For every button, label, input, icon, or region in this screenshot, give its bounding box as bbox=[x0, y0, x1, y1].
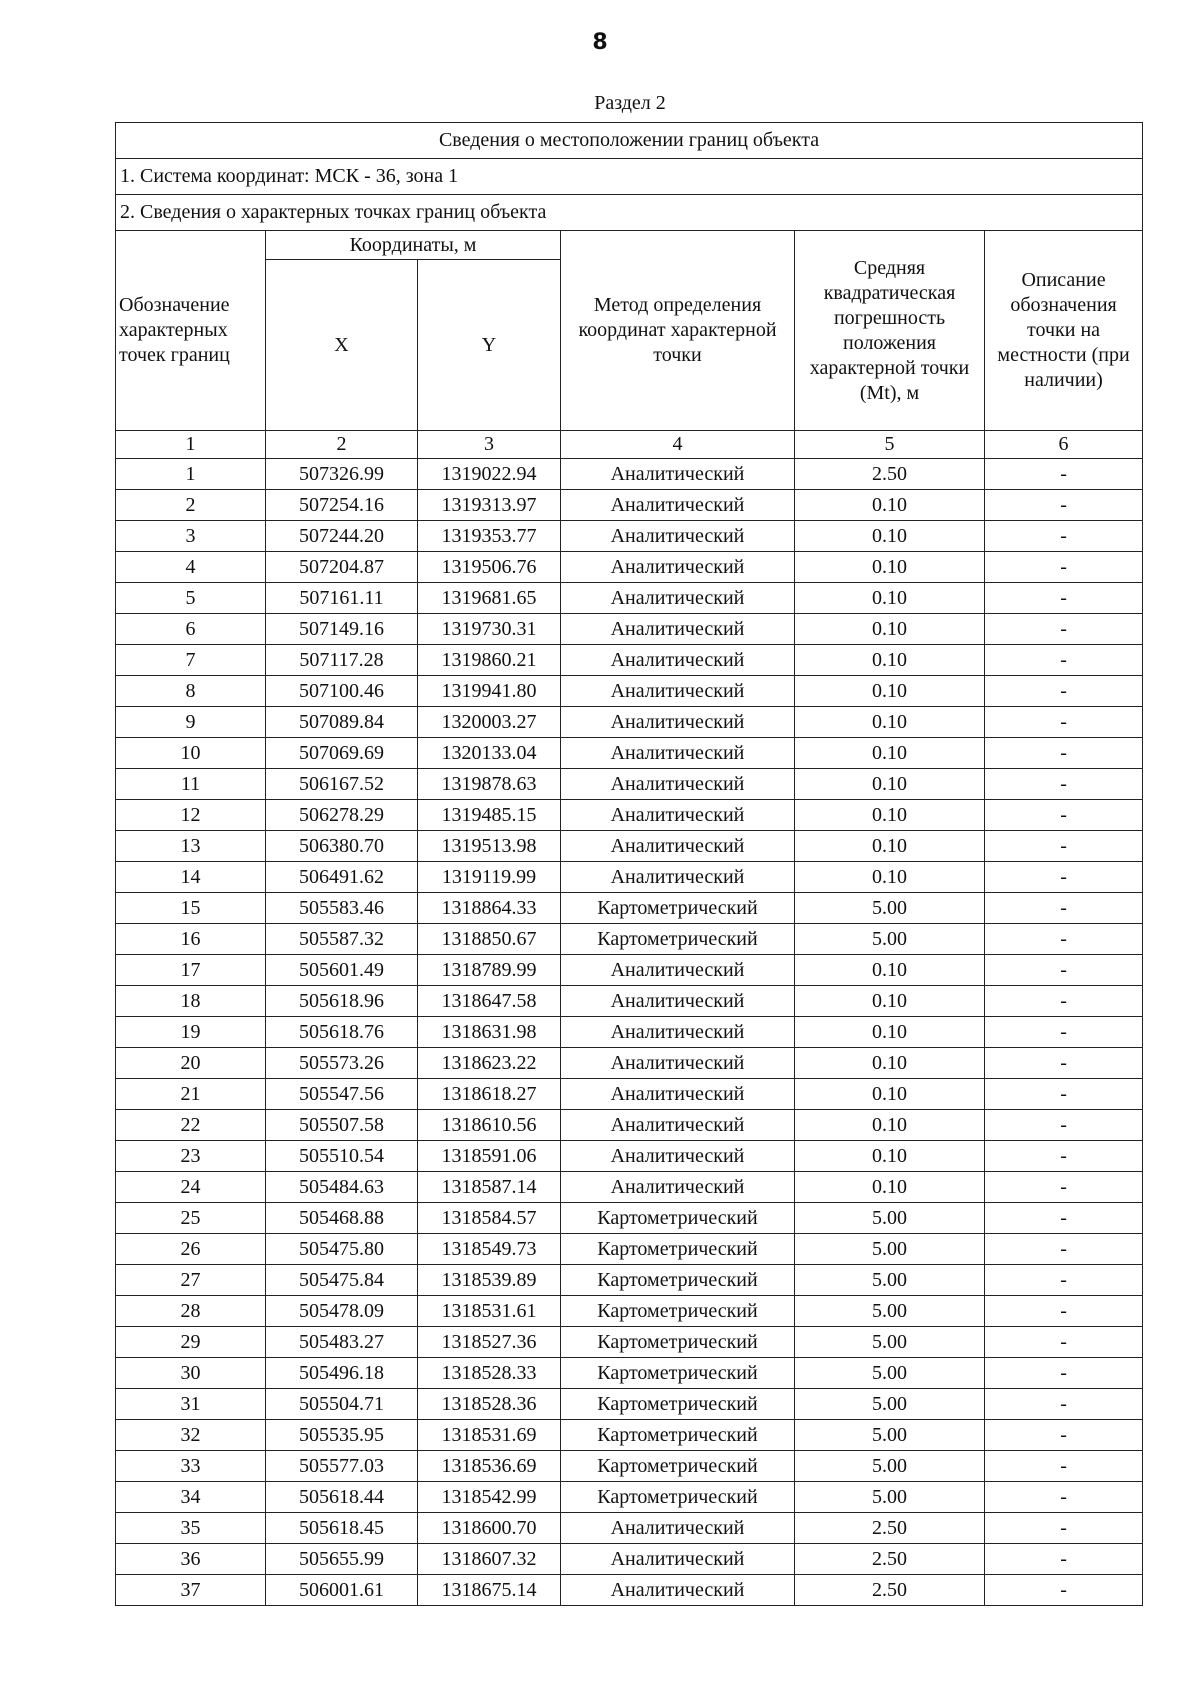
error-cell: 0.10 bbox=[795, 1110, 985, 1141]
point-id-cell: 34 bbox=[116, 1482, 266, 1513]
description-cell: - bbox=[985, 1172, 1143, 1203]
coord-x-cell: 507100.46 bbox=[266, 676, 418, 707]
coord-y-cell: 1318527.36 bbox=[418, 1327, 561, 1358]
table-row bbox=[116, 583, 1143, 614]
coord-y-cell: 1318591.06 bbox=[418, 1141, 561, 1172]
error-cell: 5.00 bbox=[795, 1358, 985, 1389]
coord-x-cell: 505484.63 bbox=[266, 1172, 418, 1203]
method-cell: Аналитический bbox=[561, 552, 795, 583]
column-number: 6 bbox=[985, 431, 1143, 459]
table-row bbox=[116, 645, 1143, 676]
method-cell: Аналитический bbox=[561, 459, 795, 490]
method-cell: Аналитический bbox=[561, 1110, 795, 1141]
point-id-cell: 1 bbox=[116, 459, 266, 490]
table-row bbox=[116, 1017, 1143, 1048]
coord-y-cell: 1318587.14 bbox=[418, 1172, 561, 1203]
description-cell: - bbox=[985, 1265, 1143, 1296]
table-row bbox=[116, 893, 1143, 924]
error-cell: 0.10 bbox=[795, 1017, 985, 1048]
point-id-cell: 16 bbox=[116, 924, 266, 955]
coord-y-cell: 1318536.69 bbox=[418, 1451, 561, 1482]
coord-y-cell: 1318610.56 bbox=[418, 1110, 561, 1141]
point-id-cell: 14 bbox=[116, 862, 266, 893]
method-cell: Картометрический bbox=[561, 1451, 795, 1482]
coord-x-cell: 505587.32 bbox=[266, 924, 418, 955]
table-row bbox=[116, 1327, 1143, 1358]
method-cell: Аналитический bbox=[561, 769, 795, 800]
coord-y-cell: 1319878.63 bbox=[418, 769, 561, 800]
method-cell: Картометрический bbox=[561, 1358, 795, 1389]
method-cell: Аналитический bbox=[561, 955, 795, 986]
error-cell: 5.00 bbox=[795, 1296, 985, 1327]
point-id-cell: 24 bbox=[116, 1172, 266, 1203]
table-row bbox=[116, 1296, 1143, 1327]
description-cell: - bbox=[985, 1141, 1143, 1172]
error-cell: 2.50 bbox=[795, 459, 985, 490]
method-cell: Аналитический bbox=[561, 707, 795, 738]
coord-y-cell: 1318531.69 bbox=[418, 1420, 561, 1451]
point-id-cell: 2 bbox=[116, 490, 266, 521]
description-cell: - bbox=[985, 1358, 1143, 1389]
column-numbers-row bbox=[116, 431, 1143, 459]
coord-x-cell: 505618.76 bbox=[266, 1017, 418, 1048]
error-cell: 0.10 bbox=[795, 552, 985, 583]
coord-x-cell: 505573.26 bbox=[266, 1048, 418, 1079]
coord-x-cell: 506001.61 bbox=[266, 1575, 418, 1606]
error-cell: 0.10 bbox=[795, 521, 985, 552]
method-cell: Картометрический bbox=[561, 893, 795, 924]
coord-y-cell: 1318675.14 bbox=[418, 1575, 561, 1606]
coord-y-cell: 1319119.99 bbox=[418, 862, 561, 893]
description-cell: - bbox=[985, 521, 1143, 552]
coord-y-cell: 1319506.76 bbox=[418, 552, 561, 583]
table-row bbox=[116, 986, 1143, 1017]
coord-x-cell: 507117.28 bbox=[266, 645, 418, 676]
coord-x-cell: 505510.54 bbox=[266, 1141, 418, 1172]
coord-y-cell: 1320133.04 bbox=[418, 738, 561, 769]
coord-y-cell: 1320003.27 bbox=[418, 707, 561, 738]
method-cell: Аналитический bbox=[561, 614, 795, 645]
method-cell: Аналитический bbox=[561, 831, 795, 862]
method-cell: Картометрический bbox=[561, 924, 795, 955]
method-cell: Картометрический bbox=[561, 1296, 795, 1327]
error-cell: 0.10 bbox=[795, 583, 985, 614]
description-cell: - bbox=[985, 1017, 1143, 1048]
description-cell: - bbox=[985, 676, 1143, 707]
description-cell: - bbox=[985, 986, 1143, 1017]
table-subtitle: 2. Сведения о характерных точках границ объекта bbox=[116, 195, 1143, 231]
point-id-cell: 11 bbox=[116, 769, 266, 800]
header-description: Описание обозначения точки на местности (при наличии) bbox=[985, 231, 1143, 431]
error-cell: 5.00 bbox=[795, 1234, 985, 1265]
coord-x-cell: 507149.16 bbox=[266, 614, 418, 645]
description-cell: - bbox=[985, 1203, 1143, 1234]
coord-y-cell: 1319353.77 bbox=[418, 521, 561, 552]
error-cell: 5.00 bbox=[795, 924, 985, 955]
table-row bbox=[116, 1420, 1143, 1451]
point-id-cell: 8 bbox=[116, 676, 266, 707]
table-row bbox=[116, 552, 1143, 583]
description-cell: - bbox=[985, 893, 1143, 924]
table-row bbox=[116, 738, 1143, 769]
error-cell: 0.10 bbox=[795, 707, 985, 738]
coord-x-cell: 505468.88 bbox=[266, 1203, 418, 1234]
column-number: 3 bbox=[418, 431, 561, 459]
description-cell: - bbox=[985, 1575, 1143, 1606]
section-title: Раздел 2 bbox=[594, 92, 666, 114]
coord-x-cell: 505535.95 bbox=[266, 1420, 418, 1451]
error-cell: 0.10 bbox=[795, 831, 985, 862]
point-id-cell: 30 bbox=[116, 1358, 266, 1389]
coord-y-cell: 1319513.98 bbox=[418, 831, 561, 862]
coord-x-cell: 506167.52 bbox=[266, 769, 418, 800]
coord-x-cell: 505507.58 bbox=[266, 1110, 418, 1141]
table-row bbox=[116, 676, 1143, 707]
coord-y-cell: 1318539.89 bbox=[418, 1265, 561, 1296]
coord-y-cell: 1319022.94 bbox=[418, 459, 561, 490]
table-row bbox=[116, 1575, 1143, 1606]
description-cell: - bbox=[985, 831, 1143, 862]
method-cell: Картометрический bbox=[561, 1420, 795, 1451]
point-id-cell: 10 bbox=[116, 738, 266, 769]
coord-y-cell: 1318647.58 bbox=[418, 986, 561, 1017]
coord-x-cell: 505478.09 bbox=[266, 1296, 418, 1327]
table-row bbox=[116, 1265, 1143, 1296]
coord-x-cell: 507244.20 bbox=[266, 521, 418, 552]
error-cell: 0.10 bbox=[795, 490, 985, 521]
coord-y-cell: 1318531.61 bbox=[418, 1296, 561, 1327]
error-cell: 0.10 bbox=[795, 1141, 985, 1172]
description-cell: - bbox=[985, 1234, 1143, 1265]
description-cell: - bbox=[985, 1513, 1143, 1544]
error-cell: 5.00 bbox=[795, 1203, 985, 1234]
point-id-cell: 36 bbox=[116, 1544, 266, 1575]
method-cell: Аналитический bbox=[561, 1048, 795, 1079]
point-id-cell: 21 bbox=[116, 1079, 266, 1110]
coord-x-cell: 506278.29 bbox=[266, 800, 418, 831]
coord-y-cell: 1319313.97 bbox=[418, 490, 561, 521]
point-id-cell: 4 bbox=[116, 552, 266, 583]
table-title: Сведения о местоположении границ объекта bbox=[116, 123, 1143, 159]
description-cell: - bbox=[985, 955, 1143, 986]
table-row bbox=[116, 1358, 1143, 1389]
point-id-cell: 15 bbox=[116, 893, 266, 924]
coord-x-cell: 505547.56 bbox=[266, 1079, 418, 1110]
coord-x-cell: 505496.18 bbox=[266, 1358, 418, 1389]
error-cell: 2.50 bbox=[795, 1575, 985, 1606]
coord-x-cell: 506491.62 bbox=[266, 862, 418, 893]
coord-y-cell: 1319941.80 bbox=[418, 676, 561, 707]
coord-x-cell: 507069.69 bbox=[266, 738, 418, 769]
error-cell: 5.00 bbox=[795, 893, 985, 924]
header-x: X bbox=[266, 260, 418, 431]
error-cell: 5.00 bbox=[795, 1389, 985, 1420]
method-cell: Аналитический bbox=[561, 1575, 795, 1606]
coord-y-cell: 1318607.32 bbox=[418, 1544, 561, 1575]
description-cell: - bbox=[985, 490, 1143, 521]
description-cell: - bbox=[985, 1482, 1143, 1513]
description-cell: - bbox=[985, 1420, 1143, 1451]
table-row bbox=[116, 1141, 1143, 1172]
method-cell: Картометрический bbox=[561, 1203, 795, 1234]
coord-y-cell: 1318618.27 bbox=[418, 1079, 561, 1110]
table-row bbox=[116, 769, 1143, 800]
point-id-cell: 7 bbox=[116, 645, 266, 676]
description-cell: - bbox=[985, 614, 1143, 645]
coord-y-cell: 1318850.67 bbox=[418, 924, 561, 955]
description-cell: - bbox=[985, 1544, 1143, 1575]
header-method: Метод определения координат характерной точки bbox=[561, 231, 795, 431]
point-id-cell: 37 bbox=[116, 1575, 266, 1606]
coord-y-cell: 1319681.65 bbox=[418, 583, 561, 614]
description-cell: - bbox=[985, 1110, 1143, 1141]
coord-y-cell: 1318528.33 bbox=[418, 1358, 561, 1389]
error-cell: 5.00 bbox=[795, 1420, 985, 1451]
description-cell: - bbox=[985, 552, 1143, 583]
description-cell: - bbox=[985, 862, 1143, 893]
coord-x-cell: 505577.03 bbox=[266, 1451, 418, 1482]
column-number: 2 bbox=[266, 431, 418, 459]
error-cell: 0.10 bbox=[795, 1048, 985, 1079]
point-id-cell: 20 bbox=[116, 1048, 266, 1079]
point-id-cell: 22 bbox=[116, 1110, 266, 1141]
coord-y-cell: 1319730.31 bbox=[418, 614, 561, 645]
error-cell: 0.10 bbox=[795, 862, 985, 893]
table-row bbox=[116, 1451, 1143, 1482]
method-cell: Аналитический bbox=[561, 1141, 795, 1172]
error-cell: 2.50 bbox=[795, 1544, 985, 1575]
coord-x-cell: 507254.16 bbox=[266, 490, 418, 521]
method-cell: Аналитический bbox=[561, 1079, 795, 1110]
coord-x-cell: 507089.84 bbox=[266, 707, 418, 738]
error-cell: 5.00 bbox=[795, 1265, 985, 1296]
coord-x-cell: 505618.45 bbox=[266, 1513, 418, 1544]
description-cell: - bbox=[985, 645, 1143, 676]
error-cell: 0.10 bbox=[795, 738, 985, 769]
coord-y-cell: 1318623.22 bbox=[418, 1048, 561, 1079]
method-cell: Аналитический bbox=[561, 986, 795, 1017]
table-row bbox=[116, 800, 1143, 831]
error-cell: 2.50 bbox=[795, 1513, 985, 1544]
table-row bbox=[116, 1513, 1143, 1544]
coord-y-cell: 1319485.15 bbox=[418, 800, 561, 831]
description-cell: - bbox=[985, 1048, 1143, 1079]
coord-x-cell: 507161.11 bbox=[266, 583, 418, 614]
description-cell: - bbox=[985, 1451, 1143, 1482]
coord-y-cell: 1318584.57 bbox=[418, 1203, 561, 1234]
coord-x-cell: 505655.99 bbox=[266, 1544, 418, 1575]
table-row bbox=[116, 1482, 1143, 1513]
error-cell: 0.10 bbox=[795, 614, 985, 645]
table-row bbox=[116, 1234, 1143, 1265]
error-cell: 0.10 bbox=[795, 1079, 985, 1110]
coord-x-cell: 505618.96 bbox=[266, 986, 418, 1017]
point-id-cell: 32 bbox=[116, 1420, 266, 1451]
point-id-cell: 3 bbox=[116, 521, 266, 552]
method-cell: Аналитический bbox=[561, 676, 795, 707]
error-cell: 0.10 bbox=[795, 986, 985, 1017]
method-cell: Аналитический bbox=[561, 490, 795, 521]
method-cell: Картометрический bbox=[561, 1482, 795, 1513]
boundary-points-table bbox=[115, 122, 1143, 1606]
method-cell: Аналитический bbox=[561, 800, 795, 831]
point-id-cell: 9 bbox=[116, 707, 266, 738]
coord-y-cell: 1319860.21 bbox=[418, 645, 561, 676]
table-row bbox=[116, 707, 1143, 738]
method-cell: Аналитический bbox=[561, 1513, 795, 1544]
table-row bbox=[116, 1389, 1143, 1420]
coord-x-cell: 505618.44 bbox=[266, 1482, 418, 1513]
header-y: Y bbox=[418, 260, 561, 431]
table-row bbox=[116, 1544, 1143, 1575]
method-cell: Картометрический bbox=[561, 1389, 795, 1420]
column-number: 1 bbox=[116, 431, 266, 459]
point-id-cell: 6 bbox=[116, 614, 266, 645]
method-cell: Картометрический bbox=[561, 1265, 795, 1296]
coord-x-cell: 507326.99 bbox=[266, 459, 418, 490]
header-coordinates: Координаты, м bbox=[266, 231, 561, 260]
coord-y-cell: 1318528.36 bbox=[418, 1389, 561, 1420]
point-id-cell: 13 bbox=[116, 831, 266, 862]
table-row bbox=[116, 955, 1143, 986]
coord-x-cell: 505601.49 bbox=[266, 955, 418, 986]
method-cell: Картометрический bbox=[561, 1234, 795, 1265]
method-cell: Аналитический bbox=[561, 862, 795, 893]
table-row bbox=[116, 1079, 1143, 1110]
coord-x-cell: 505504.71 bbox=[266, 1389, 418, 1420]
coord-y-cell: 1318789.99 bbox=[418, 955, 561, 986]
column-number: 4 bbox=[561, 431, 795, 459]
coord-x-cell: 506380.70 bbox=[266, 831, 418, 862]
coord-y-cell: 1318631.98 bbox=[418, 1017, 561, 1048]
table-row bbox=[116, 1048, 1143, 1079]
coord-x-cell: 505475.84 bbox=[266, 1265, 418, 1296]
point-id-cell: 12 bbox=[116, 800, 266, 831]
error-cell: 0.10 bbox=[795, 800, 985, 831]
table-row bbox=[116, 1172, 1143, 1203]
error-cell: 5.00 bbox=[795, 1482, 985, 1513]
description-cell: - bbox=[985, 924, 1143, 955]
point-id-cell: 18 bbox=[116, 986, 266, 1017]
coord-y-cell: 1318549.73 bbox=[418, 1234, 561, 1265]
page-number: 8 bbox=[592, 30, 608, 55]
error-cell: 0.10 bbox=[795, 676, 985, 707]
table-row bbox=[116, 459, 1143, 490]
error-cell: 0.10 bbox=[795, 1172, 985, 1203]
point-id-cell: 31 bbox=[116, 1389, 266, 1420]
description-cell: - bbox=[985, 800, 1143, 831]
point-id-cell: 29 bbox=[116, 1327, 266, 1358]
table-row bbox=[116, 490, 1143, 521]
method-cell: Аналитический bbox=[561, 645, 795, 676]
method-cell: Картометрический bbox=[561, 1327, 795, 1358]
error-cell: 0.10 bbox=[795, 769, 985, 800]
description-cell: - bbox=[985, 459, 1143, 490]
point-id-cell: 17 bbox=[116, 955, 266, 986]
table-row bbox=[116, 1203, 1143, 1234]
point-id-cell: 19 bbox=[116, 1017, 266, 1048]
point-id-cell: 28 bbox=[116, 1296, 266, 1327]
error-cell: 0.10 bbox=[795, 955, 985, 986]
method-cell: Аналитический bbox=[561, 1172, 795, 1203]
table-row bbox=[116, 924, 1143, 955]
description-cell: - bbox=[985, 1296, 1143, 1327]
coord-x-cell: 505583.46 bbox=[266, 893, 418, 924]
error-cell: 0.10 bbox=[795, 645, 985, 676]
column-number: 5 bbox=[795, 431, 985, 459]
coordinate-system: 1. Система координат: МСК - 36, зона 1 bbox=[116, 159, 1143, 195]
coord-x-cell: 505483.27 bbox=[266, 1327, 418, 1358]
description-cell: - bbox=[985, 1389, 1143, 1420]
method-cell: Аналитический bbox=[561, 1017, 795, 1048]
coord-y-cell: 1318864.33 bbox=[418, 893, 561, 924]
point-id-cell: 35 bbox=[116, 1513, 266, 1544]
description-cell: - bbox=[985, 583, 1143, 614]
point-id-cell: 23 bbox=[116, 1141, 266, 1172]
description-cell: - bbox=[985, 707, 1143, 738]
point-id-cell: 25 bbox=[116, 1203, 266, 1234]
method-cell: Аналитический bbox=[561, 521, 795, 552]
method-cell: Аналитический bbox=[561, 738, 795, 769]
header-point: Обозначение характерных точек границ bbox=[116, 231, 266, 431]
description-cell: - bbox=[985, 1079, 1143, 1110]
method-cell: Аналитический bbox=[561, 1544, 795, 1575]
point-id-cell: 27 bbox=[116, 1265, 266, 1296]
coord-x-cell: 505475.80 bbox=[266, 1234, 418, 1265]
coord-y-cell: 1318542.99 bbox=[418, 1482, 561, 1513]
table-row bbox=[116, 1110, 1143, 1141]
header-error: Средняя квадратическая погрешность положения характерной точки (Mt), м bbox=[795, 231, 985, 431]
coord-x-cell: 507204.87 bbox=[266, 552, 418, 583]
error-cell: 5.00 bbox=[795, 1327, 985, 1358]
table-row bbox=[116, 521, 1143, 552]
coord-y-cell: 1318600.70 bbox=[418, 1513, 561, 1544]
description-cell: - bbox=[985, 1327, 1143, 1358]
description-cell: - bbox=[985, 769, 1143, 800]
table-row bbox=[116, 831, 1143, 862]
point-id-cell: 5 bbox=[116, 583, 266, 614]
point-id-cell: 33 bbox=[116, 1451, 266, 1482]
point-id-cell: 26 bbox=[116, 1234, 266, 1265]
description-cell: - bbox=[985, 738, 1143, 769]
table-row bbox=[116, 862, 1143, 893]
table-row bbox=[116, 614, 1143, 645]
method-cell: Аналитический bbox=[561, 583, 795, 614]
error-cell: 5.00 bbox=[795, 1451, 985, 1482]
